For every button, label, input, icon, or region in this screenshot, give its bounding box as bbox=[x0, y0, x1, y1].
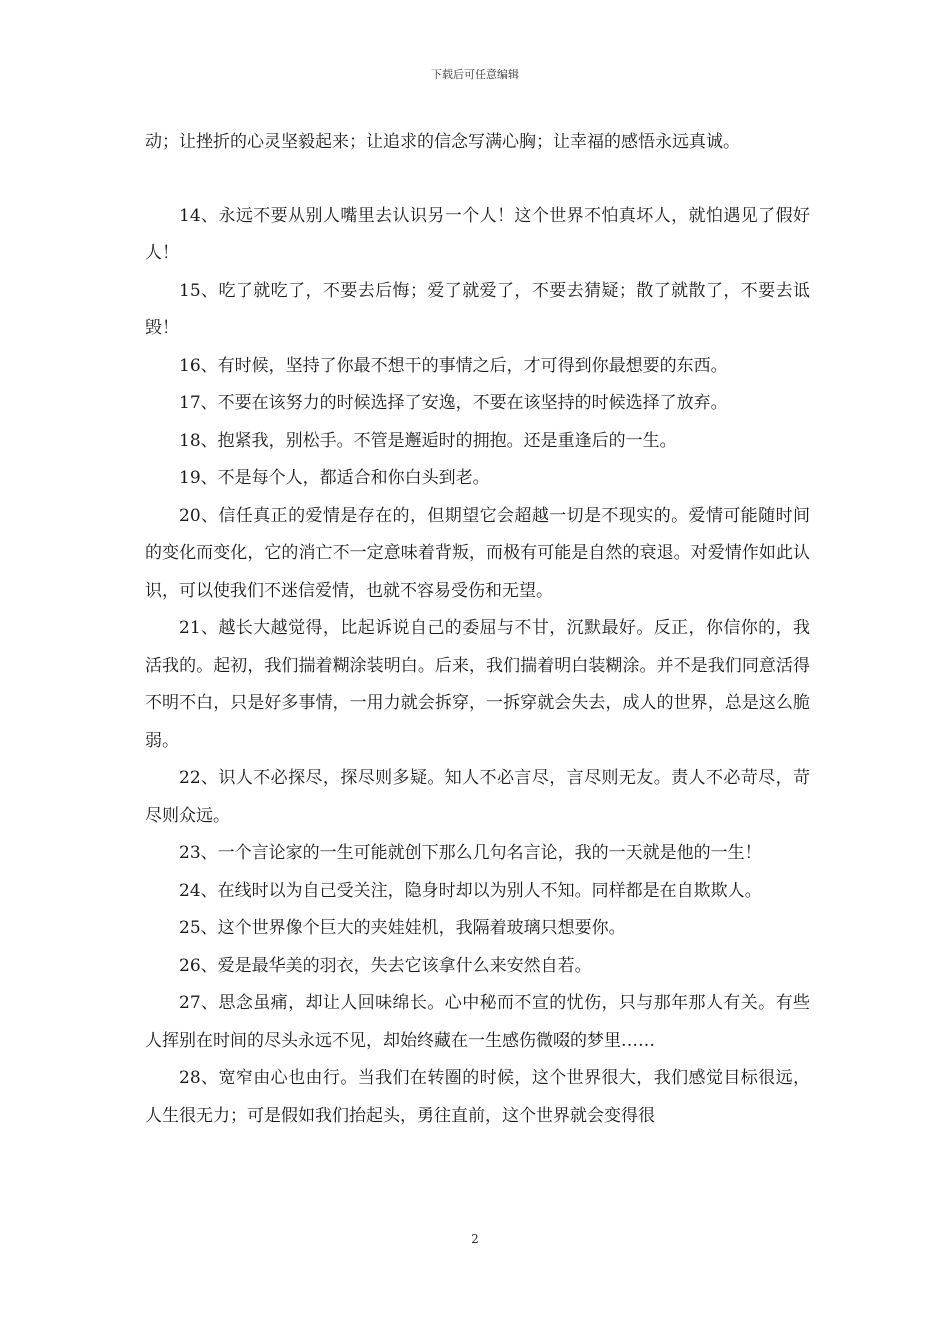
page-number: 2 bbox=[471, 1232, 479, 1246]
paragraph-19: 19、不是每个人，都适合和你白头到老。 bbox=[179, 468, 490, 488]
paragraph-14: 14、永远不要从别人嘴里去认识另一个人！这个世界不怕真坏人，就怕遇见了假好人！ bbox=[145, 205, 810, 263]
paragraph-17: 17、不要在该努力的时候选择了安逸，不要在该坚持的时候选择了放弃。 bbox=[179, 393, 728, 413]
paragraph-25: 25、这个世界像个巨大的夹娃娃机，我隔着玻璃只想要你。 bbox=[179, 918, 626, 938]
paragraph-16: 16、有时候，坚持了你最不想干的事情之后，才可得到你最想要的东西。 bbox=[179, 355, 728, 376]
paragraph-spacer bbox=[145, 162, 810, 198]
paragraph-21: 21、越长大越觉得，比起诉说自己的委屈与不甘，沉默最好。反正，你信你的，我活我的。起初，我们揣着糊涂装明白。后来，我们揣着明白装糊涂。并不是我们同意活得不明不白，只是好多事情，一用力就会拆穿，一拆穿就会失去，成人的世界，总是这么脆弱。 bbox=[145, 618, 810, 751]
paragraph-24: 24、在线时以为自己受关注，隐身时却以为别人不知。同样都是在自欺欺人。 bbox=[179, 880, 762, 901]
paragraph-28: 28、宽窄由心也由行。当我们在转圈的时候，这个世界很大，我们感觉目标很远，人生很无力；可是假如我们抬起头，勇往直前，这个世界就会变得很 bbox=[145, 1068, 810, 1126]
paragraph-26: 26、爱是最华美的羽衣，失去它该拿什么来安然自若。 bbox=[179, 955, 592, 976]
paragraph-13-continued: 动；让挫折的心灵坚毅起来；让追求的信念写满心胸；让幸福的感悟永远真诚。 bbox=[145, 132, 740, 152]
document-body bbox=[145, 124, 810, 1135]
page-header-note: 下载后可任意编辑 bbox=[431, 68, 519, 81]
paragraph-23: 23、一个言论家的一生可能就创下那么几句名言论，我的一天就是他的一生！ bbox=[179, 843, 762, 863]
paragraph-20: 20、信任真正的爱情是存在的，但期望它会超越一切是不现实的。爱情可能随时间的变化而变化，它的消亡不一定意味着背叛，而极有可能是自然的衰退。对爱情作如此认识，可以使我们不迷信爱情，也就不容易受伤和无望。 bbox=[145, 505, 810, 601]
paragraph-27: 27、思念虽痛，却让人回味绵长。心中秘而不宣的忧伤，只与那年那人有关。有些人挥别在时间的尽头永远不见，却始终藏在一生感伤微啜的梦里…… bbox=[145, 993, 810, 1051]
paragraph-15: 15、吃了就吃了，不要去后悔；爱了就爱了，不要去猜疑；散了就散了，不要去诋毁！ bbox=[145, 280, 810, 338]
paragraph-18: 18、抱紧我，别松手。不管是邂逅时的拥抱。还是重逢后的一生。 bbox=[179, 430, 677, 451]
paragraph-22: 22、识人不必探尽，探尽则多疑。知人不必言尽，言尽则无友。责人不必苛尽，苛尽则众远。 bbox=[145, 768, 810, 826]
